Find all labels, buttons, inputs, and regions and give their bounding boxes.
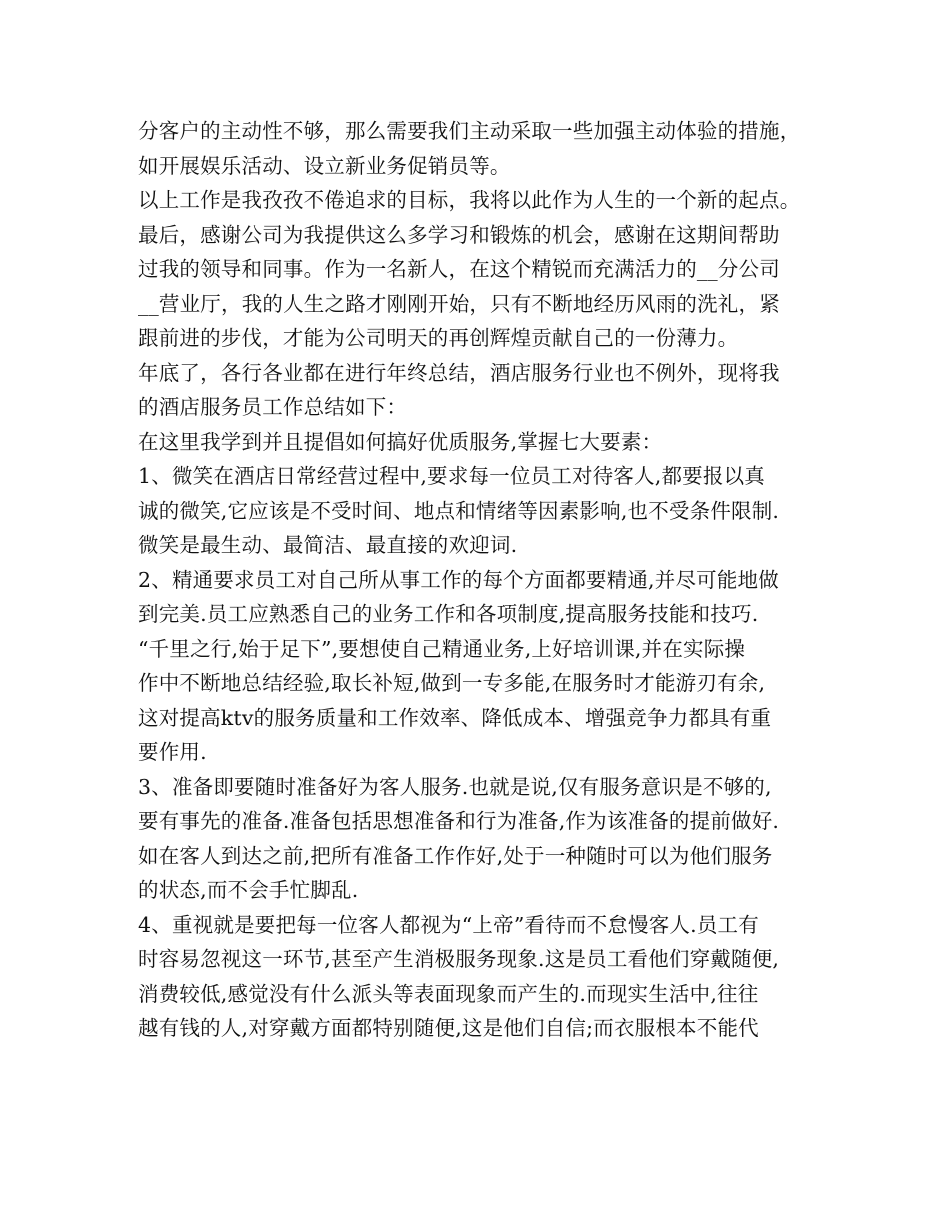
text-line: 2、精通要求员工对自己所从事工作的每个方面都要精通,并尽可能地做	[138, 567, 779, 592]
text-line: 如在客人到达之前,把所有准备工作作好,处于一种随时可以为他们服务	[138, 843, 773, 868]
text-line: 如开展娱乐活动、设立新业务促销员等。	[138, 153, 511, 178]
text-line: 在这里我学到并且提倡如何搞好优质服务,掌握七大要素：	[138, 429, 663, 454]
text-line: 消费较低,感觉没有什么派头等表面现象而产生的.而现实生活中,往往	[138, 981, 759, 1006]
text-line: “千里之行,始于足下”,要想使自己精通业务,上好培训课,并在实际操	[138, 636, 746, 661]
document-body	[138, 114, 818, 1046]
text-line: 最后，感谢公司为我提供这么多学习和锻炼的机会，感谢在这期间帮助	[138, 222, 780, 247]
text-line: 越有钱的人,对穿戴方面都特别随便,这是他们自信;而衣服根本不能代	[138, 1016, 759, 1040]
text-line: 诚的微笑,它应该是不受时间、地点和情绪等因素影响,也不受条件限制.	[138, 498, 780, 523]
text-line: 的状态,而不会手忙脚乱.	[138, 878, 359, 902]
text-line: 的酒店服务员工作总结如下：	[138, 395, 408, 419]
text-line: __营业厅，我的人生之路才刚刚开始，只有不断地经历风雨的洗礼，紧	[138, 291, 780, 316]
text-line: 过我的领导和同事。作为一名新人，在这个精锐而充满活力的__分公司	[138, 257, 780, 281]
text-line: 到完美.员工应熟悉自己的业务工作和各项制度,提高服务技能和技巧.	[138, 602, 759, 626]
text-line: 微笑是最生动、最简洁、最直接的欢迎词.	[138, 533, 518, 557]
text-line: 1、微笑在酒店日常经营过程中,要求每一位员工对待客人,都要报以真	[138, 464, 765, 488]
text-line: 年底了，各行各业都在进行年终总结，酒店服务行业也不例外，现将我	[138, 360, 780, 385]
text-line: 这对提高ktv的服务质量和工作效率、降低成本、增强竞争力都具有重	[138, 705, 772, 730]
text-line: 要作用.	[138, 740, 207, 764]
text-line: 以上工作是我孜孜不倦追求的目标，我将以此作为人生的一个新的起点。	[138, 188, 801, 212]
text-line: 作中不断地总结经验,取长补短,做到一专多能,在服务时才能游刃有余,	[138, 671, 766, 695]
text-line: 跟前进的步伐，才能为公司明天的再创辉煌贡献自己的一份薄力。	[138, 326, 739, 350]
text-line: 要有事先的准备.准备包括思想准备和行为准备,作为该准备的提前做好.	[138, 809, 780, 833]
text-line: 4、重视就是要把每一位客人都视为“上帝”看待而不怠慢客人.员工有	[138, 912, 759, 937]
text-line: 3、准备即要随时准备好为客人服务.也就是说,仅有服务意识是不够的,	[138, 774, 772, 799]
text-line: 分客户的主动性不够，那么需要我们主动采取一些加强主动体验的措施，	[138, 119, 801, 143]
text-line: 时容易忽视这一环节,甚至产生消极服务现象.这是员工看他们穿戴随便,	[138, 947, 780, 971]
